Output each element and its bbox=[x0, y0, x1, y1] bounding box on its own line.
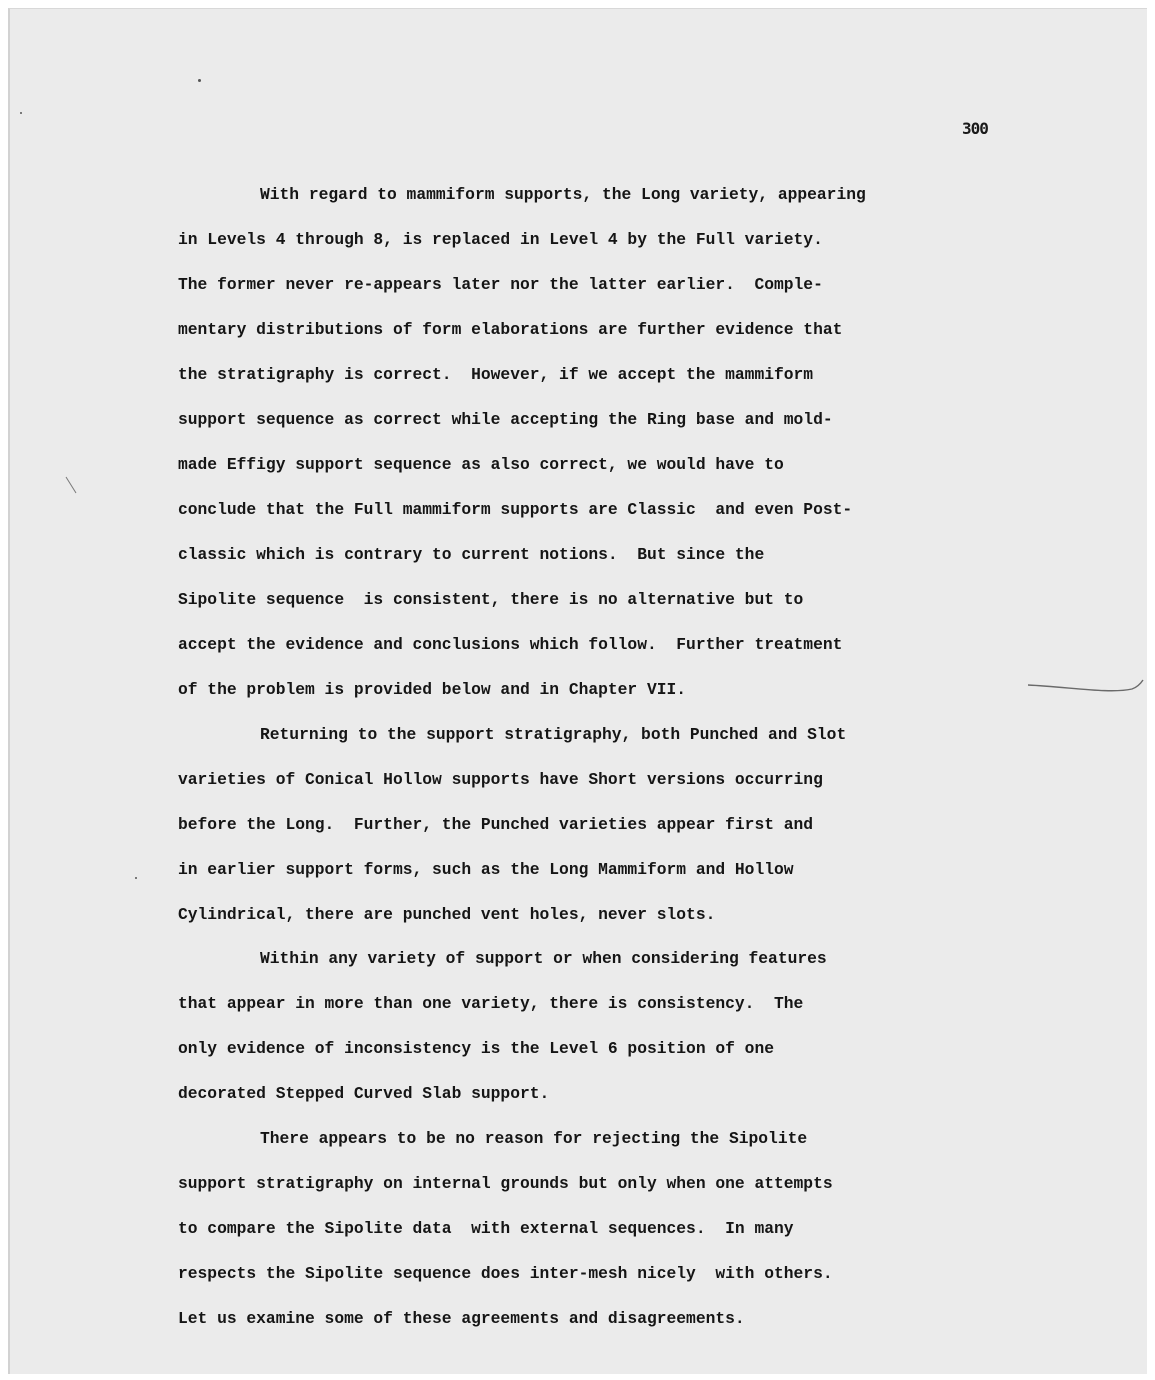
text-line: respects the Sipolite sequence does inter-mesh nicely with others. bbox=[178, 1264, 833, 1283]
text-line: mentary distributions of form elaborations are further evidence that bbox=[178, 320, 843, 339]
text-line: the stratigraphy is correct. However, if we accept the mammiform bbox=[178, 365, 814, 384]
text-line: in earlier support forms, such as the Long Mammiform and Hollow bbox=[178, 860, 794, 879]
text-line: decorated Stepped Curved Slab support. bbox=[178, 1084, 550, 1103]
dust-speck bbox=[135, 877, 137, 879]
text-line: Cylindrical, there are punched vent holes, never slots. bbox=[178, 905, 716, 924]
text-line: support sequence as correct while accepting the Ring base and mold- bbox=[178, 410, 833, 429]
text-line: that appear in more than one variety, there is consistency. The bbox=[178, 994, 804, 1013]
page-number: 300 bbox=[962, 119, 988, 138]
text-line: conclude that the Full mammiform supports are Classic and even Post- bbox=[178, 500, 853, 519]
dust-speck bbox=[198, 79, 201, 82]
text-line: varieties of Conical Hollow supports have Short versions occurring bbox=[178, 770, 823, 789]
text-line: Within any variety of support or when considering features bbox=[260, 949, 827, 968]
text-line: Sipolite sequence is consistent, there is no alternative but to bbox=[178, 590, 804, 609]
text-line: Returning to the support stratigraphy, both Punched and Slot bbox=[260, 725, 847, 744]
text-line: There appears to be no reason for rejecting the Sipolite bbox=[260, 1129, 808, 1148]
text-line: before the Long. Further, the Punched varieties appear first and bbox=[178, 815, 814, 834]
document-page bbox=[8, 8, 1147, 1374]
text-line: to compare the Sipolite data with external sequences. In many bbox=[178, 1219, 794, 1238]
text-line: support stratigraphy on internal grounds but only when one attempts bbox=[178, 1174, 833, 1193]
text-line: only evidence of inconsistency is the Level 6 position of one bbox=[178, 1039, 774, 1058]
text-line: Let us examine some of these agreements and disagreements. bbox=[178, 1309, 745, 1328]
text-line: With regard to mammiform supports, the Long variety, appearing bbox=[260, 185, 866, 204]
text-line: accept the evidence and conclusions which follow. Further treatment bbox=[178, 635, 843, 654]
text-line: in Levels 4 through 8, is replaced in Level 4 by the Full variety. bbox=[178, 230, 823, 249]
text-line: The former never re-appears later nor the latter earlier. Comple- bbox=[178, 275, 823, 294]
text-line: of the problem is provided below and in Chapter VII. bbox=[178, 680, 687, 699]
text-line: made Effigy support sequence as also correct, we would have to bbox=[178, 455, 784, 474]
text-line: classic which is contrary to current notions. But since the bbox=[178, 545, 765, 564]
dust-speck bbox=[20, 112, 22, 114]
